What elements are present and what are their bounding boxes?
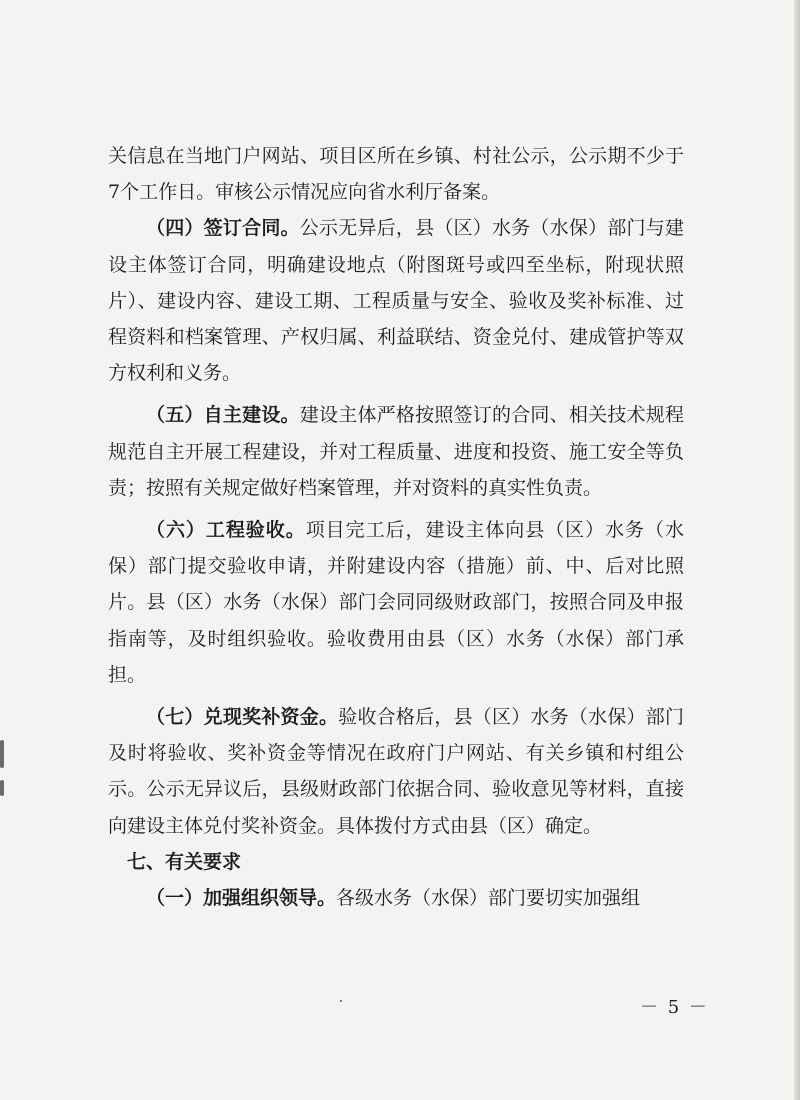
paragraph-lead: （一）加强组织领导。 [146, 887, 337, 910]
paragraph-text: 关信息在当地门户网站、项目区所在乡镇、村社公示，公示期不少于7个工作日。审核公示情况应向省水利厅备案。 [108, 145, 684, 204]
paragraph-text: 验收合格后，县（区）水务（水保）部门及时将验收、奖补资金等情况在政府门户网站、有关乡镇和村组公示。公示无异议后，县级财政部门依据合同、验收意见等材料，直接向建设主体兑付奖补资金。具体拨付方式由县（区）确定。 [108, 706, 684, 837]
scan-mark [0, 780, 4, 796]
paragraph [108, 397, 684, 506]
paragraph [108, 512, 684, 693]
paragraph-text: 建设主体严格按照签订的合同、相关技术规程规范自主开展工程建设，并对工程质量、进度和投资、施工安全等负责；按照有关规定做好档案管理，并对资料的真实性负责。 [108, 404, 684, 499]
scan-mark [0, 740, 4, 768]
paragraph-lead: （四）签订合同。 [146, 217, 300, 240]
paragraph [108, 138, 684, 210]
paragraph-text: 各级水务（水保）部门要切实加强组 [336, 887, 641, 910]
stray-mark [340, 1000, 342, 1002]
paragraph [108, 699, 684, 844]
paragraph [108, 210, 684, 391]
page-number: － 5 － [640, 997, 709, 1018]
paragraph-lead: （五）自主建设。 [146, 404, 300, 427]
paragraph [108, 880, 684, 916]
paragraph-lead: （六）工程验收。 [146, 519, 306, 542]
paragraph-lead: （七）兑现奖补资金。 [146, 706, 339, 729]
document-body [108, 138, 684, 916]
section-heading: 七、有关要求 [127, 850, 242, 873]
paragraph-text: 项目完工后，建设主体向县（区）水务（水保）部门提交验收申请，并附建设内容（措施）前、中、后对比照片。县（区）水务（水保）部门会同同级财政部门，按照合同及申报指南等，及时组织验收。验收费用由县（区）水务（水保）部门承担。 [108, 519, 684, 686]
page-edge [794, 0, 800, 1100]
paragraph-text: 公示无异后，县（区）水务（水保）部门与建设主体签订合同，明确建设地点（附图斑号或四至坐标，附现状照片）、建设内容、建设工期、工程质量与安全、验收及奖补标准、过程资料和档案管理、产权归属、利益联结、资金兑付、建成管护等双方权利和义务。 [108, 217, 684, 385]
